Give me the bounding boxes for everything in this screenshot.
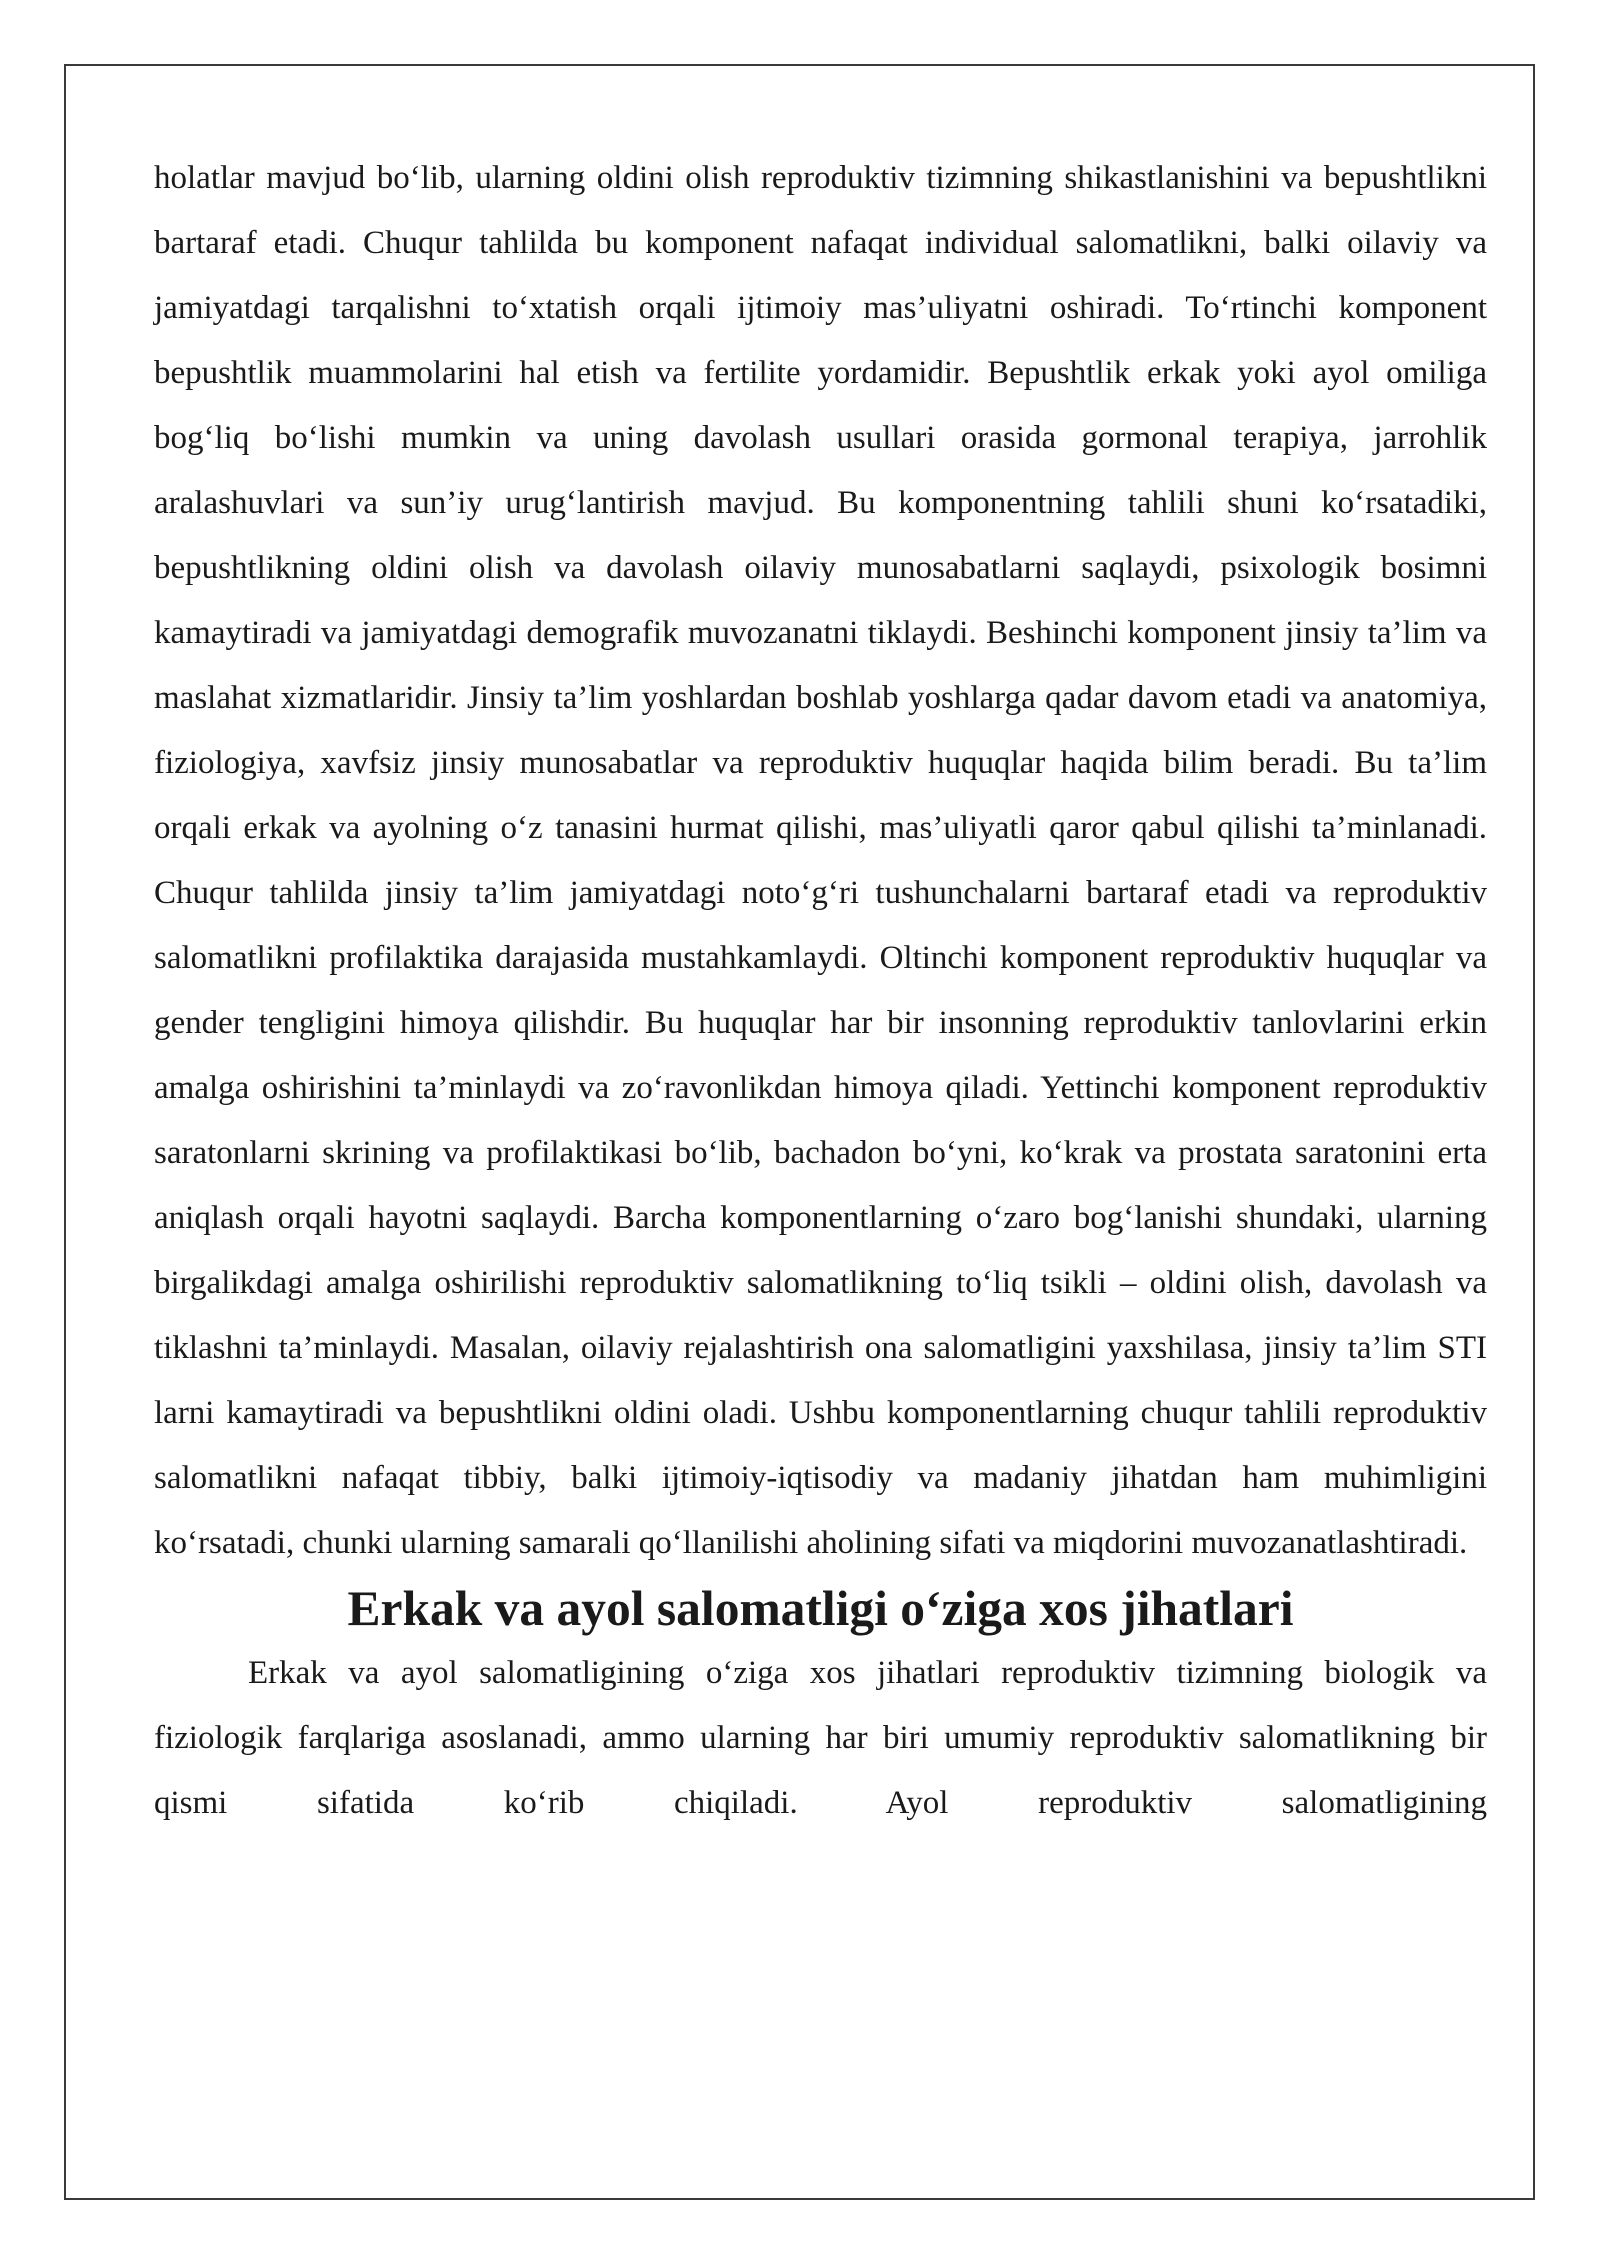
- body-paragraph-continued: Erkak va ayol salomatligining o‘ziga xos jihatlari reproduktiv tizimning biologik va fiziologik farqlariga asoslanadi, ammo ularning har biri umumiy reproduktiv salomatlikning bir qismi sifatida ko‘rib chiqiladi. Ayol reproduktiv salomatligining: [154, 1655, 1487, 1821]
- section-heading: Erkak va ayol salomatligi o‘ziga xos jihatlari: [347, 1581, 1294, 1636]
- body-paragraph: holatlar mavjud bo‘lib, ularning oldini olish reproduktiv tizimning shikastlanishini va bepushtlikni bartaraf etadi. Chuqur tahlilda bu komponent nafaqat individual salomatlikni, balki oilaviy va jamiyatdagi tarqalishni to‘xtatish orqali ijtimoiy mas’uliyatni oshiradi. To‘rtinchi komponent bepushtlik muammolarini hal etish va fertilite yordamidir. Bepushtlik erkak yoki ayol omiliga bog‘liq bo‘lishi mumkin va uning davolash usullari orasida gormonal terapiya, jarrohlik aralashuvlari va sun’iy urug‘lantirish mavjud. Bu komponentning tahlili shuni ko‘rsatadiki, bepushtlikning oldini olish va davolash oilaviy munosabatlarni saqlaydi, psixologik bosimni kamaytiradi va jamiyatdagi demografik muvozanatni tiklaydi. Beshinchi komponent jinsiy ta’lim va maslahat xizmatlaridir. Jinsiy ta’lim yoshlardan boshlab yoshlarga qadar davom etadi va anatomiya, fiziologiya, xavfsiz jinsiy munosabatlar va reproduktiv huquqlar haqida bilim beradi. Bu ta’lim orqali erkak va ayolning o‘z tanasini hurmat qilishi, mas’uliyatli qaror qabul qilishi ta’minlanadi. Chuqur tahlilda jinsiy ta’lim jamiyatdagi noto‘g‘ri tushunchalarni bartaraf etadi va reproduktiv salomatlikni profilaktika darajasida mustahkamlaydi. Oltinchi komponent reproduktiv huquqlar va gender tengligini himoya qilishdir. Bu huquqlar har bir insonning reproduktiv tanlovlarini erkin amalga oshirishini ta’minlaydi va zo‘ravonlikdan himoya qiladi. Yettinchi komponent reproduktiv saratonlarni skrining va profilaktikasi bo‘lib, bachadon bo‘yni, ko‘krak va prostata saratonini erta aniqlash orqali hayotni saqlaydi. Barcha komponentlarning o‘zaro bog‘lanishi shundaki, ularning birgalikdagi amalga oshirilishi reproduktiv salomatlikning to‘liq tsikli – oldini olish, davolash va tiklashni ta’minlaydi. Masalan, oilaviy rejalashtirish ona salomatligini yaxshilasa, jinsiy ta’lim STI larni kamaytiradi va bepushtlikni oldini oladi. Ushbu komponentlarning chuqur tahlili reproduktiv salomatlikni nafaqat tibbiy, balki ijtimoiy-iqtisodiy va madaniy jihatdan ham muhimligini ko‘rsatadi, chunki ularning samarali qo‘llanilishi aholining sifati va miqdorini muvozanatlashtiradi.: [154, 160, 1487, 1561]
- document-body: [154, 146, 1487, 1836]
